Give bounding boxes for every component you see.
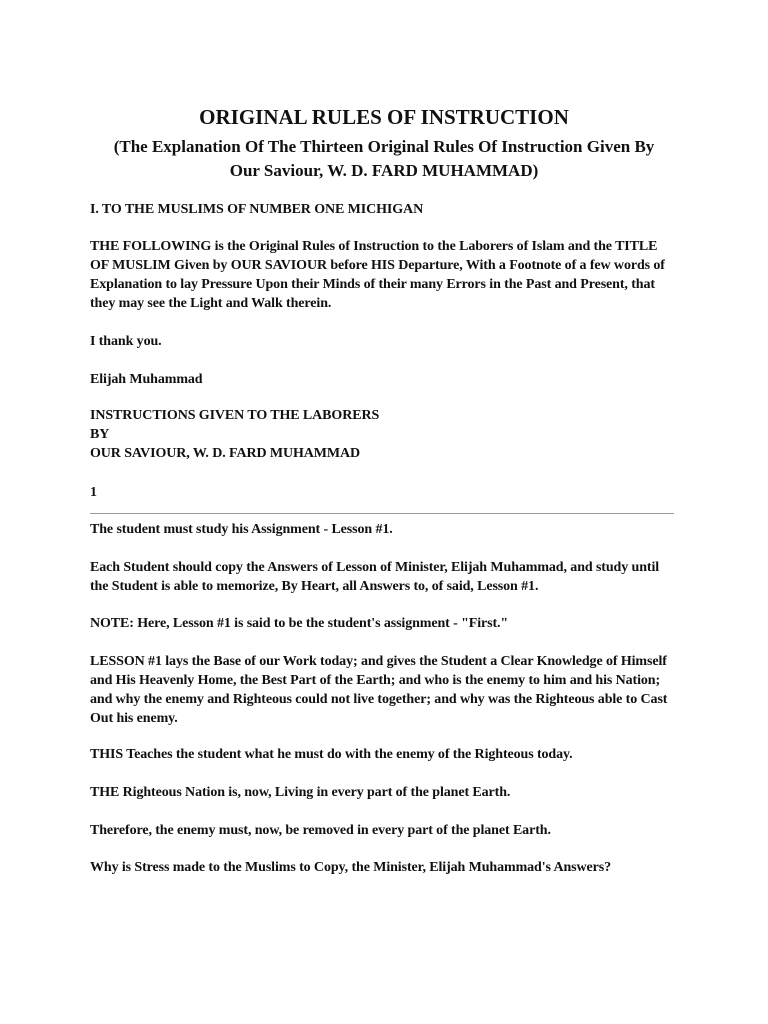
paragraph-line: OF MUSLIM Given by OUR SAVIOUR before HIS Departure, With a Footnote of a few words of [90, 258, 665, 273]
paragraph-line: LESSON #1 lays the Base of our Work today; and gives the Student a Clear Knowledge of Himself [90, 654, 667, 669]
heading-line: OUR SAVIOUR, W. D. FARD MUHAMMAD [90, 446, 361, 461]
paragraph-copy-answers [90, 558, 682, 596]
intro-paragraph [90, 237, 682, 313]
paragraph-line: THE FOLLOWING is the Original Rules of Instruction to the Laborers of Islam and the TITLE [90, 239, 658, 254]
paragraph-assignment: The student must study his Assignment - Lesson #1. [90, 522, 393, 537]
page-number: 1 [90, 485, 97, 500]
paragraph-line: Out his enemy. [90, 711, 178, 726]
paragraph-line: and why the enemy and Righteous could not live together; and why was the Righteous able to Cast [90, 692, 668, 707]
paragraph-lesson-one [90, 652, 682, 728]
paragraph-line: the Student is able to memorize, By Heart, all Answers to, of said, Lesson #1. [90, 579, 539, 594]
paragraph-righteous-nation: THE Righteous Nation is, now, Living in every part of the planet Earth. [90, 785, 511, 800]
paragraph-line: Explanation to lay Pressure Upon their Minds of their many Errors in the Past and Present, that [90, 277, 655, 292]
paragraph-line: they may see the Light and Walk therein. [90, 296, 332, 311]
paragraph-note: NOTE: Here, Lesson #1 is said to be the student's assignment - "First." [90, 616, 509, 631]
paragraph-line: and His Heavenly Home, the Best Part of the Earth; and who is the enemy to him and his Nation; [90, 673, 661, 688]
heading-line: INSTRUCTIONS GIVEN TO THE LABORERS [90, 408, 380, 423]
section-heading: I. TO THE MUSLIMS OF NUMBER ONE MICHIGAN [90, 202, 424, 217]
page-divider [90, 513, 674, 514]
paragraph-teaches: THIS Teaches the student what he must do with the enemy of the Righteous today. [90, 747, 573, 762]
thanks-line: I thank you. [90, 334, 162, 349]
instructions-heading [90, 406, 682, 463]
subtitle-line: (The Explanation Of The Thirteen Original Rules Of Instruction Given By [113, 137, 655, 156]
paragraph-therefore: Therefore, the enemy must, now, be removed in every part of the planet Earth. [90, 823, 551, 838]
heading-line: BY [90, 427, 110, 442]
paragraph-line: Each Student should copy the Answers of Lesson of Minister, Elijah Muhammad, and study until [90, 560, 660, 575]
document-title: ORIGINAL RULES OF INSTRUCTION [199, 105, 569, 129]
paragraph-question: Why is Stress made to the Muslims to Copy, the Minister, Elijah Muhammad's Answers? [90, 860, 612, 875]
document-subtitle [80, 135, 688, 183]
subtitle-line: Our Saviour, W. D. FARD MUHAMMAD) [229, 161, 539, 180]
signature: Elijah Muhammad [90, 372, 203, 387]
